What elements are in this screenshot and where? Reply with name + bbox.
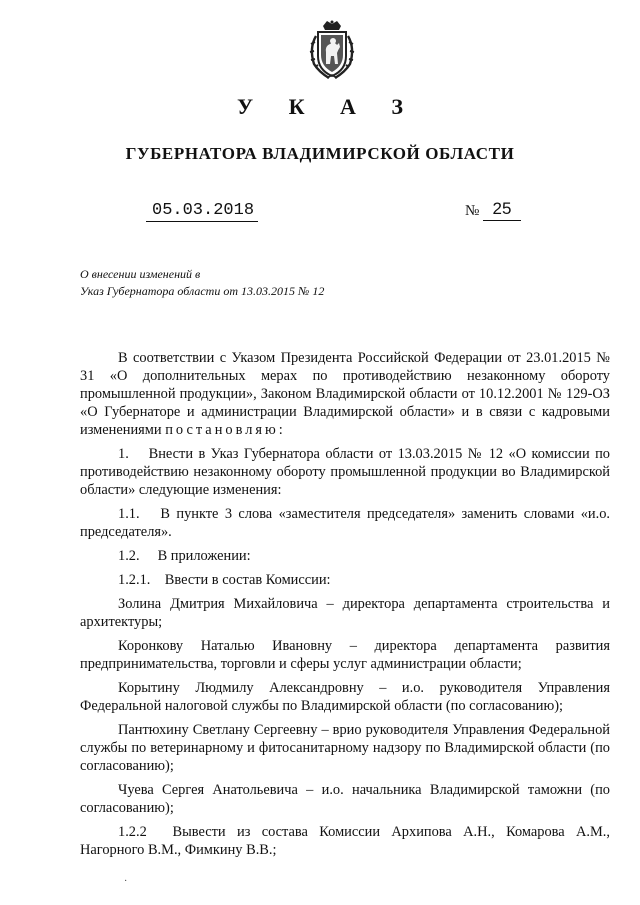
clause-1-2-1: 1.2.1. Ввести в состав Комиссии: [118,572,331,588]
preamble-paragraph [80,349,610,439]
member-4: Пантюхину Светлану Сергеевну – врио руководителя Управления Федеральной службы по ветеринарному и фитосанитарному надзору по Владимирской области (по согласованию); [80,722,610,774]
preamble-text: В соответствии с Указом Президента Российской Федерации от 23.01.2015 № 31 «О дополнительных мерах по противодействию незаконному обороту промышленной продукции», Законом Владимирской области от 10.12.2001 № 129-ОЗ «О Губернаторе и администрации Владимирской области» и в связи с кадровыми изменениями [80,350,610,438]
member-2: Коронкову Наталью Ивановну – директора департамента развития предпринимательства, торговли и сферы услуг администрации области; [80,638,610,672]
clause-1-2-2: 1.2.2 Вывести из состава Комиссии Архипова А.Н., Комарова А.М., Нагорного В.М., Фимкину В.В.; [80,824,610,858]
coat-of-arms-icon [307,20,357,80]
subject-line-1: О внесении изменений в [80,267,201,281]
clause-1-2: 1.2. В приложении: [118,548,251,564]
member-3: Корытину Людмилу Александровну – и.о. руководителя Управления Федеральной налоговой службы по Владимирской области (по согласованию); [80,680,610,714]
decree-date: 05.03.2018 [146,201,258,222]
document-body [80,349,610,865]
clause-1: 1. Внести в Указ Губернатора области от 13.03.2015 № 12 «О комиссии по противодействию незаконному обороту промышленной продукции во Владимирской области» следующие изменения: [80,446,610,498]
member-1: Золина Дмитрия Михайловича – директора департамента строительства и архитектуры; [80,596,610,630]
scan-mark: · [124,876,128,887]
number-label: № [465,203,480,219]
subject-block [80,266,420,300]
decree-number: 25 [483,199,521,221]
clause-1-1: 1.1. В пункте 3 слова «заместителя председателя» заменить словами «и.о. председателя». [80,506,610,540]
document-subtitle: ГУБЕРНАТОРА ВЛАДИМИРСКОЙ ОБЛАСТИ [125,144,515,163]
member-5: Чуева Сергея Анатольевича – и.о. начальника Владимирской таможни (по согласованию); [80,782,610,816]
decree-word: постановляю: [165,422,286,438]
subject-line-2: Указ Губернатора области от 13.03.2015 № 12 [80,284,325,298]
document-title: У К А З [236,94,419,119]
